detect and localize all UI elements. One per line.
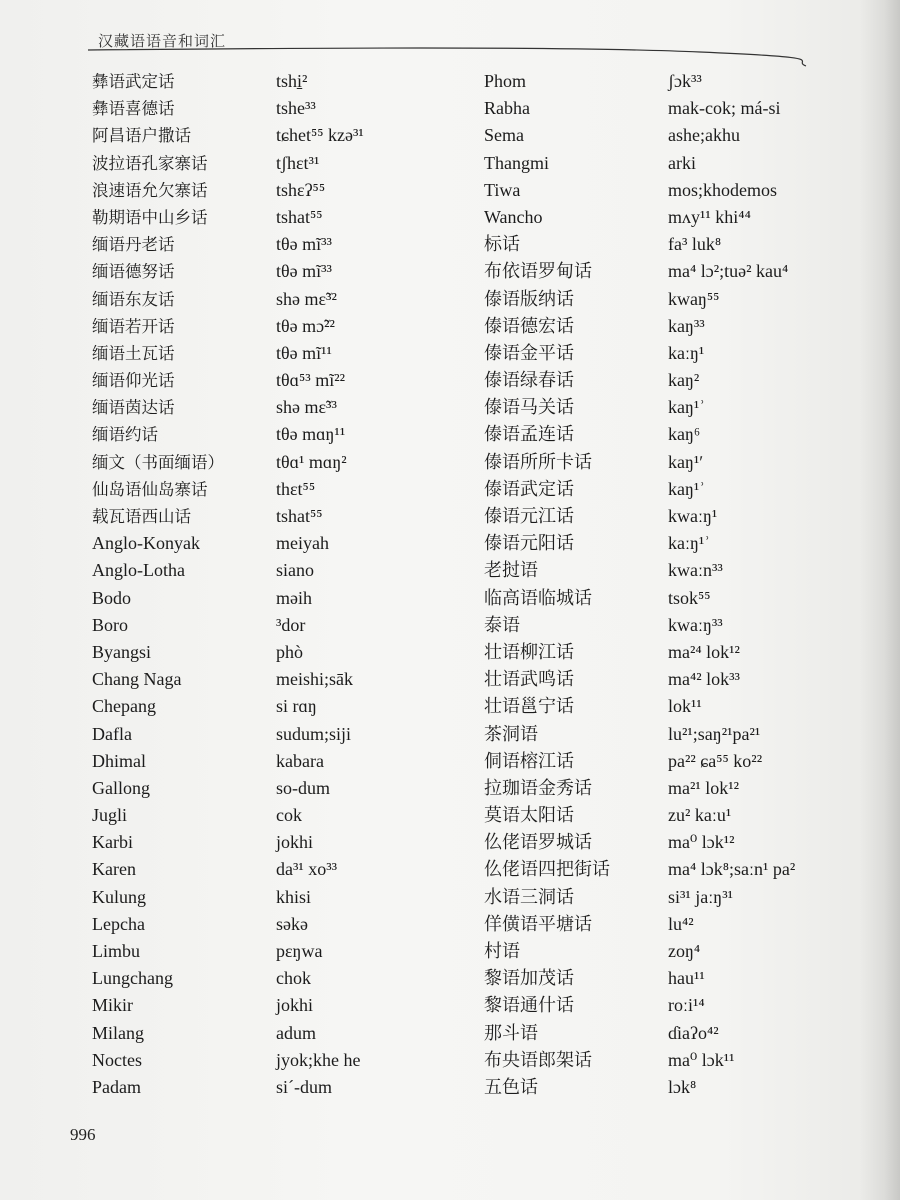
word-form: pa²² ɕa⁵⁵ ko²² bbox=[668, 750, 763, 771]
word-form: tθə mɔ̃²² bbox=[276, 315, 335, 336]
word-form: jyok;khe he bbox=[276, 1049, 361, 1070]
language-name: 侗语榕江话 bbox=[484, 750, 574, 771]
word-form: arki bbox=[668, 152, 696, 173]
language-name: 傣语元江话 bbox=[484, 506, 574, 526]
language-name: 傣语版纳话 bbox=[484, 288, 574, 309]
word-form: tθə mɑŋ¹¹ bbox=[276, 424, 346, 445]
language-name: 仫佬语四把街话 bbox=[484, 859, 610, 880]
language-name: Karbi bbox=[92, 832, 133, 853]
language-name: Phom bbox=[484, 71, 527, 91]
word-form: jokhi bbox=[276, 832, 314, 853]
word-form: siano bbox=[276, 560, 314, 581]
word-form: meiyah bbox=[276, 533, 329, 554]
word-form: kaːŋ¹ʾ bbox=[668, 533, 711, 554]
language-name: 标话 bbox=[484, 234, 520, 255]
word-form: zoŋ⁴ bbox=[668, 941, 701, 961]
word-form: tθə mĩ³³ bbox=[276, 234, 332, 255]
word-form: phò bbox=[276, 641, 303, 662]
language-name: 波拉语孔家寨话 bbox=[92, 153, 208, 173]
word-form: tshi̠² bbox=[276, 71, 308, 91]
word-form: ma²⁴ lok¹² bbox=[668, 641, 740, 662]
word-form: kwaːŋ¹ bbox=[668, 506, 718, 526]
language-name: 拉珈语金秀话 bbox=[484, 777, 592, 798]
language-name: Chepang bbox=[92, 696, 156, 717]
word-form: tsok⁵⁵ bbox=[668, 587, 711, 608]
language-name: Bodo bbox=[92, 587, 132, 608]
language-name: Anglo-Konyak bbox=[92, 533, 200, 554]
word-form: si rɑŋ bbox=[276, 696, 317, 717]
word-form: tθɑ⁵³ mĩ²² bbox=[276, 370, 346, 391]
language-name: 傣语绿春话 bbox=[484, 370, 574, 391]
language-name: Mikir bbox=[92, 995, 134, 1016]
word-form: tθɑ¹ mɑŋ² bbox=[276, 451, 347, 472]
language-name: 缅文（书面缅语） bbox=[92, 452, 224, 472]
word-form: kaŋ⁶ bbox=[668, 424, 701, 445]
word-form: ma⁴ lɔk⁸;saːn¹ pa² bbox=[668, 859, 796, 880]
word-form: chok bbox=[276, 968, 311, 989]
language-name: 缅语德努话 bbox=[92, 262, 175, 282]
language-name: 载瓦语西山话 bbox=[92, 507, 191, 526]
word-form: cok bbox=[276, 805, 302, 826]
word-form: mak-cok; má-si bbox=[668, 98, 781, 119]
language-name: 村语 bbox=[484, 941, 520, 961]
word-form: kaŋ² bbox=[668, 370, 700, 391]
word-form: kwaːŋ³³ bbox=[668, 614, 723, 635]
word-form: zu² kaːu¹ bbox=[668, 805, 732, 826]
running-head: 汉藏语语音和词汇 bbox=[98, 32, 227, 50]
language-name: Wancho bbox=[484, 206, 543, 227]
language-name: 傣语德宏话 bbox=[484, 315, 574, 336]
word-form: səkə bbox=[276, 913, 308, 934]
language-name: 傣语孟连话 bbox=[484, 424, 574, 445]
language-name: 彝语喜德话 bbox=[92, 99, 175, 119]
word-form: ³dor bbox=[276, 614, 306, 635]
language-name: 阿昌语户撒话 bbox=[92, 126, 191, 146]
word-form: jokhi bbox=[276, 995, 314, 1016]
language-name: 彝语武定话 bbox=[92, 72, 175, 91]
word-form: ma⁰ lɔk¹¹ bbox=[668, 1049, 735, 1070]
language-name: 水语三洞话 bbox=[484, 886, 574, 907]
word-form: tʃhɛt³¹ bbox=[276, 152, 320, 173]
language-name: 傣语金平话 bbox=[484, 342, 574, 363]
language-name: 勒期语中山乡话 bbox=[92, 207, 208, 227]
language-name: 黎语通什话 bbox=[484, 995, 574, 1016]
word-form: lu²¹;saŋ²¹pa²¹ bbox=[668, 723, 761, 744]
language-name: 那斗语 bbox=[484, 1022, 538, 1043]
word-form: ma⁴ lɔ²;tuə² kau⁴ bbox=[668, 261, 789, 282]
word-form: tshe³³ bbox=[276, 98, 316, 119]
language-name: Dhimal bbox=[92, 750, 146, 771]
word-form: lɔk⁸ bbox=[668, 1076, 697, 1097]
word-form: sudum;siji bbox=[276, 723, 352, 744]
language-name: 莫语太阳话 bbox=[484, 805, 574, 826]
word-form: məih bbox=[276, 587, 312, 608]
word-form: tθə mĩ³³ bbox=[276, 261, 332, 282]
language-name: Padam bbox=[92, 1076, 141, 1097]
word-form: adum bbox=[276, 1022, 316, 1043]
language-name: 仙岛语仙岛寨话 bbox=[92, 479, 208, 499]
column-right-languages bbox=[484, 68, 610, 1101]
word-form: meishi;sāk bbox=[276, 669, 353, 690]
language-name: Chang Naga bbox=[92, 669, 182, 690]
word-form: pɛŋwa bbox=[276, 941, 323, 961]
word-form: mʌy¹¹ khi⁴⁴ bbox=[668, 206, 751, 227]
word-form: ma²¹ lok¹² bbox=[668, 777, 740, 798]
language-name: Karen bbox=[92, 859, 136, 880]
language-name: Milang bbox=[92, 1022, 144, 1043]
language-name: Sema bbox=[484, 125, 524, 146]
language-name: 老挝语 bbox=[484, 560, 538, 581]
word-form: mos;khodemos bbox=[668, 179, 778, 200]
language-name: Thangmi bbox=[484, 152, 549, 173]
language-name: 临高语临城话 bbox=[484, 587, 592, 608]
language-name: 泰语 bbox=[484, 614, 520, 635]
column-left-languages bbox=[92, 68, 224, 1101]
language-name: 壮语武鸣话 bbox=[484, 669, 574, 690]
language-name: 缅语丹老话 bbox=[92, 235, 175, 255]
word-form: si³¹ jaːŋ³¹ bbox=[668, 886, 733, 907]
language-name: 傣语元阳话 bbox=[484, 533, 574, 554]
language-name: Dafla bbox=[92, 723, 132, 744]
language-name: Anglo-Lotha bbox=[92, 560, 185, 581]
language-name: Limbu bbox=[92, 941, 140, 961]
language-name: Jugli bbox=[92, 805, 128, 826]
language-name: Gallong bbox=[92, 777, 150, 798]
language-name: Byangsi bbox=[92, 641, 152, 662]
language-name: 壮语邕宁话 bbox=[484, 696, 574, 717]
word-form: kaŋ¹ʹ bbox=[668, 451, 704, 472]
word-form: kwaŋ⁵⁵ bbox=[668, 288, 720, 309]
word-form: so-dum bbox=[276, 777, 330, 798]
language-name: 布依语罗甸话 bbox=[484, 261, 592, 282]
word-form: kaŋ³³ bbox=[668, 315, 705, 336]
language-name: 缅语仰光话 bbox=[92, 371, 175, 391]
language-name: 缅语若开话 bbox=[92, 316, 175, 336]
language-name: 茶洞语 bbox=[484, 723, 538, 744]
word-form: ʃɔk³³ bbox=[668, 71, 702, 91]
column-right-forms bbox=[668, 68, 795, 1101]
language-name: 傣语武定话 bbox=[484, 478, 574, 499]
word-form: lok¹¹ bbox=[668, 696, 702, 717]
word-form: ashe;akhu bbox=[668, 125, 740, 146]
language-name: Boro bbox=[92, 614, 128, 635]
word-form: khisi bbox=[276, 886, 312, 907]
word-form: tshat⁵⁵ bbox=[276, 506, 323, 526]
language-name: Noctes bbox=[92, 1049, 142, 1070]
language-name: Lepcha bbox=[92, 913, 145, 934]
language-name: 浪速语允欠寨话 bbox=[92, 180, 208, 200]
language-name: 缅语土瓦话 bbox=[92, 343, 175, 363]
language-name: 缅语东友话 bbox=[92, 289, 175, 309]
language-name: 黎语加茂话 bbox=[484, 968, 574, 989]
language-name: 五色话 bbox=[484, 1076, 538, 1097]
word-form: tshat⁵⁵ bbox=[276, 206, 323, 227]
language-name: 壮语柳江话 bbox=[484, 641, 574, 662]
word-form: lu⁴² bbox=[668, 913, 694, 934]
word-form: da³¹ xo³³ bbox=[276, 859, 338, 880]
word-form: shə mɛ̃³² bbox=[276, 288, 337, 309]
page-number: 996 bbox=[70, 1125, 96, 1144]
language-name: 缅语茵达话 bbox=[92, 398, 175, 418]
language-name: 佯僙语平塘话 bbox=[484, 913, 592, 934]
word-form: ma⁰ lɔk¹² bbox=[668, 832, 735, 853]
word-form: shə mɛ̃³³ bbox=[276, 397, 337, 418]
word-form: tɕhet⁵⁵ kzə³¹ bbox=[276, 125, 364, 146]
word-form: tθə mĩ¹¹ bbox=[276, 342, 332, 363]
language-name: 布央语郎架话 bbox=[484, 1049, 592, 1070]
language-name: Rabha bbox=[484, 98, 530, 119]
language-name: Lungchang bbox=[92, 968, 173, 989]
language-name: Tiwa bbox=[484, 179, 521, 200]
language-name: 缅语约话 bbox=[92, 425, 158, 445]
word-form: ɗiaʔo⁴² bbox=[668, 1022, 719, 1043]
word-form: kaŋ¹ʾ bbox=[668, 478, 706, 499]
word-form: roːi¹⁴ bbox=[668, 995, 705, 1016]
word-form: thɛt⁵⁵ bbox=[276, 478, 316, 499]
word-form: fa³ luk⁸ bbox=[668, 234, 722, 255]
column-left-forms bbox=[276, 68, 364, 1101]
word-form: si´-dum bbox=[276, 1076, 332, 1097]
word-form: kwaːn³³ bbox=[668, 560, 723, 581]
word-form: hau¹¹ bbox=[668, 968, 705, 989]
word-form: kaŋ¹ʾ bbox=[668, 397, 706, 418]
language-name: 傣语马关话 bbox=[484, 397, 574, 418]
word-form: kaːŋ¹ bbox=[668, 342, 705, 363]
word-form: kabara bbox=[276, 750, 324, 771]
word-form: tshɛʔ⁵⁵ bbox=[276, 179, 326, 200]
word-form: ma⁴² lok³³ bbox=[668, 669, 740, 690]
language-name: 傣语所所卡话 bbox=[484, 451, 592, 472]
language-name: 仫佬语罗城话 bbox=[484, 832, 592, 853]
page-edge-shadow bbox=[860, 0, 900, 1200]
language-name: Kulung bbox=[92, 886, 146, 907]
